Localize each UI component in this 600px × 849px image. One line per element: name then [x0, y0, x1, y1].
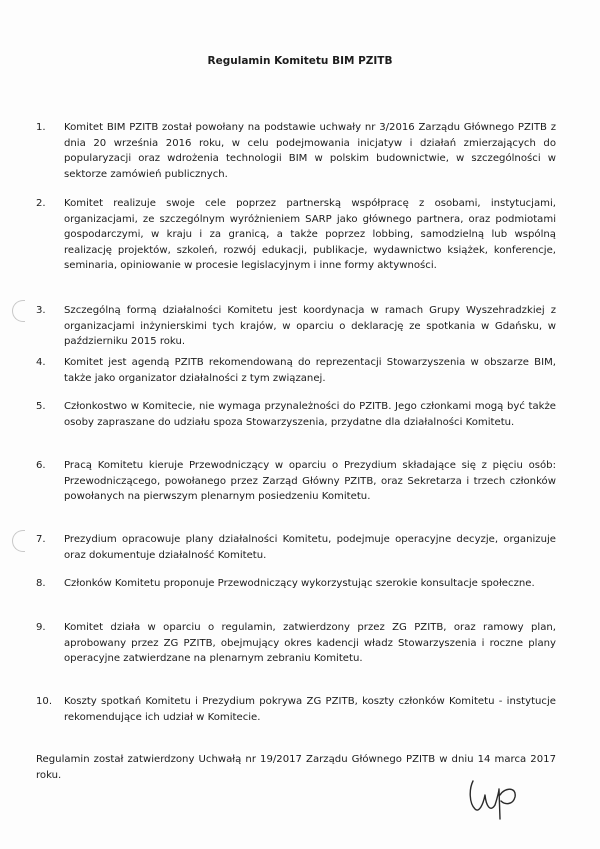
item-text: Komitet jest agendą PZITB rekomendowaną do reprezentacji Stowarzyszenia w obszarze BIM, także jako organizator działalności z tym związanej.: [64, 357, 556, 384]
item-number: 3.: [36, 305, 46, 316]
item-text: Pracą Komitetu kieruje Przewodniczący w oparciu o Prezydium składające się z pięciu osób: Przewodniczącego, powołanego przez Zarząd Główny PZITB, oraz Sekretarza i trzech członków powołanych na pierwszym plenarnym posiedzeniu Komitetu.: [64, 460, 556, 503]
document-title: Regulamin Komitetu BIM PZITB: [207, 55, 393, 67]
list-item: [36, 458, 556, 505]
list-item: [36, 196, 556, 274]
list-item: [36, 355, 556, 386]
item-text: Komitet działa w oparciu o regulamin, zatwierdzony przez ZG PZITB, oraz ramowy plan, aprobowany przez ZG PZITB, obejmujący okres kadencji władz Stowarzyszenia i roczne plany operacyjne zatwierdzane na plenarnym zebraniu Komitetu.: [64, 622, 556, 665]
item-number: 1.: [36, 122, 46, 133]
list-item: [36, 576, 556, 592]
item-text: Komitet BIM PZITB został powołany na podstawie uchwały nr 3/2016 Zarządu Głównego PZITB z dnia 20 września 2016 roku, w celu podejmowania inicjatyw i działań zmierzających do popularyzacji oraz wdrożenia technologii BIM w polskim budownictwie, w szczególności w sektorze zamówień publicznych.: [64, 122, 556, 180]
item-text: Szczególną formą działalności Komitetu jest koordynacja w ramach Grupy Wyszehradzkiej z organizacjami inżynierskimi tych krajów, w oparciu o deklarację ze spotkania w Gdańsku, w październiku 2015 roku.: [64, 305, 556, 348]
item-text: Koszty spotkań Komitetu i Prezydium pokrywa ZG PZITB, koszty członków Komitetu - instytucje rekomendujące ich udział w Komitecie.: [64, 696, 556, 723]
list-item: [36, 303, 556, 350]
list-item: [36, 532, 556, 563]
binder-hole-mark: [12, 300, 25, 322]
item-number: 9.: [36, 622, 46, 633]
item-number: 2.: [36, 198, 46, 209]
item-number: 5.: [36, 401, 46, 412]
item-number: 8.: [36, 578, 46, 589]
item-text: Członkostwo w Komitecie, nie wymaga przynależności do PZITB. Jego członkami mogą być także osoby zapraszane do udziału spoza Stowarzyszenia, przydatne dla działalności Komitetu.: [64, 401, 556, 428]
binder-hole-mark: [12, 530, 25, 552]
item-text: Prezydium opracowuje plany działalności Komitetu, podejmuje operacyjne decyzje, organizuje oraz dokumentuje działalność Komitetu.: [64, 534, 556, 561]
item-number: 7.: [36, 534, 46, 545]
item-number: 10.: [36, 696, 53, 707]
item-text: Komitet realizuje swoje cele poprzez partnerską współpracę z osobami, instytucjami, organizacjami, ze szczególnym wyróżnieniem SARP jako głównego partnera, oraz podmiotami gospodarczymi, w kraju i za granicą, a także poprzez lobbing, samodzielną lub wspólną realizację projektów, szkoleń, rozwój edukacji, publikacje, wydawnictwo książek, konferencje, seminaria, opiniowanie w procesie legislacyjnym i inne formy aktywności.: [64, 198, 556, 272]
signature-icon: [465, 775, 535, 823]
list-item: [36, 620, 556, 667]
item-number: 4.: [36, 357, 46, 368]
list-item: [36, 120, 556, 182]
list-item: [36, 694, 556, 725]
item-number: 6.: [36, 460, 46, 471]
list-item: [36, 399, 556, 430]
approval-note: Regulamin został zatwierdzony Uchwałą nr 19/2017 Zarządu Głównego PZITB w dniu 14 marca 2017 roku.: [36, 754, 556, 781]
item-text: Członków Komitetu proponuje Przewodniczący wykorzystując szerokie konsultacje społeczne.: [64, 578, 535, 589]
